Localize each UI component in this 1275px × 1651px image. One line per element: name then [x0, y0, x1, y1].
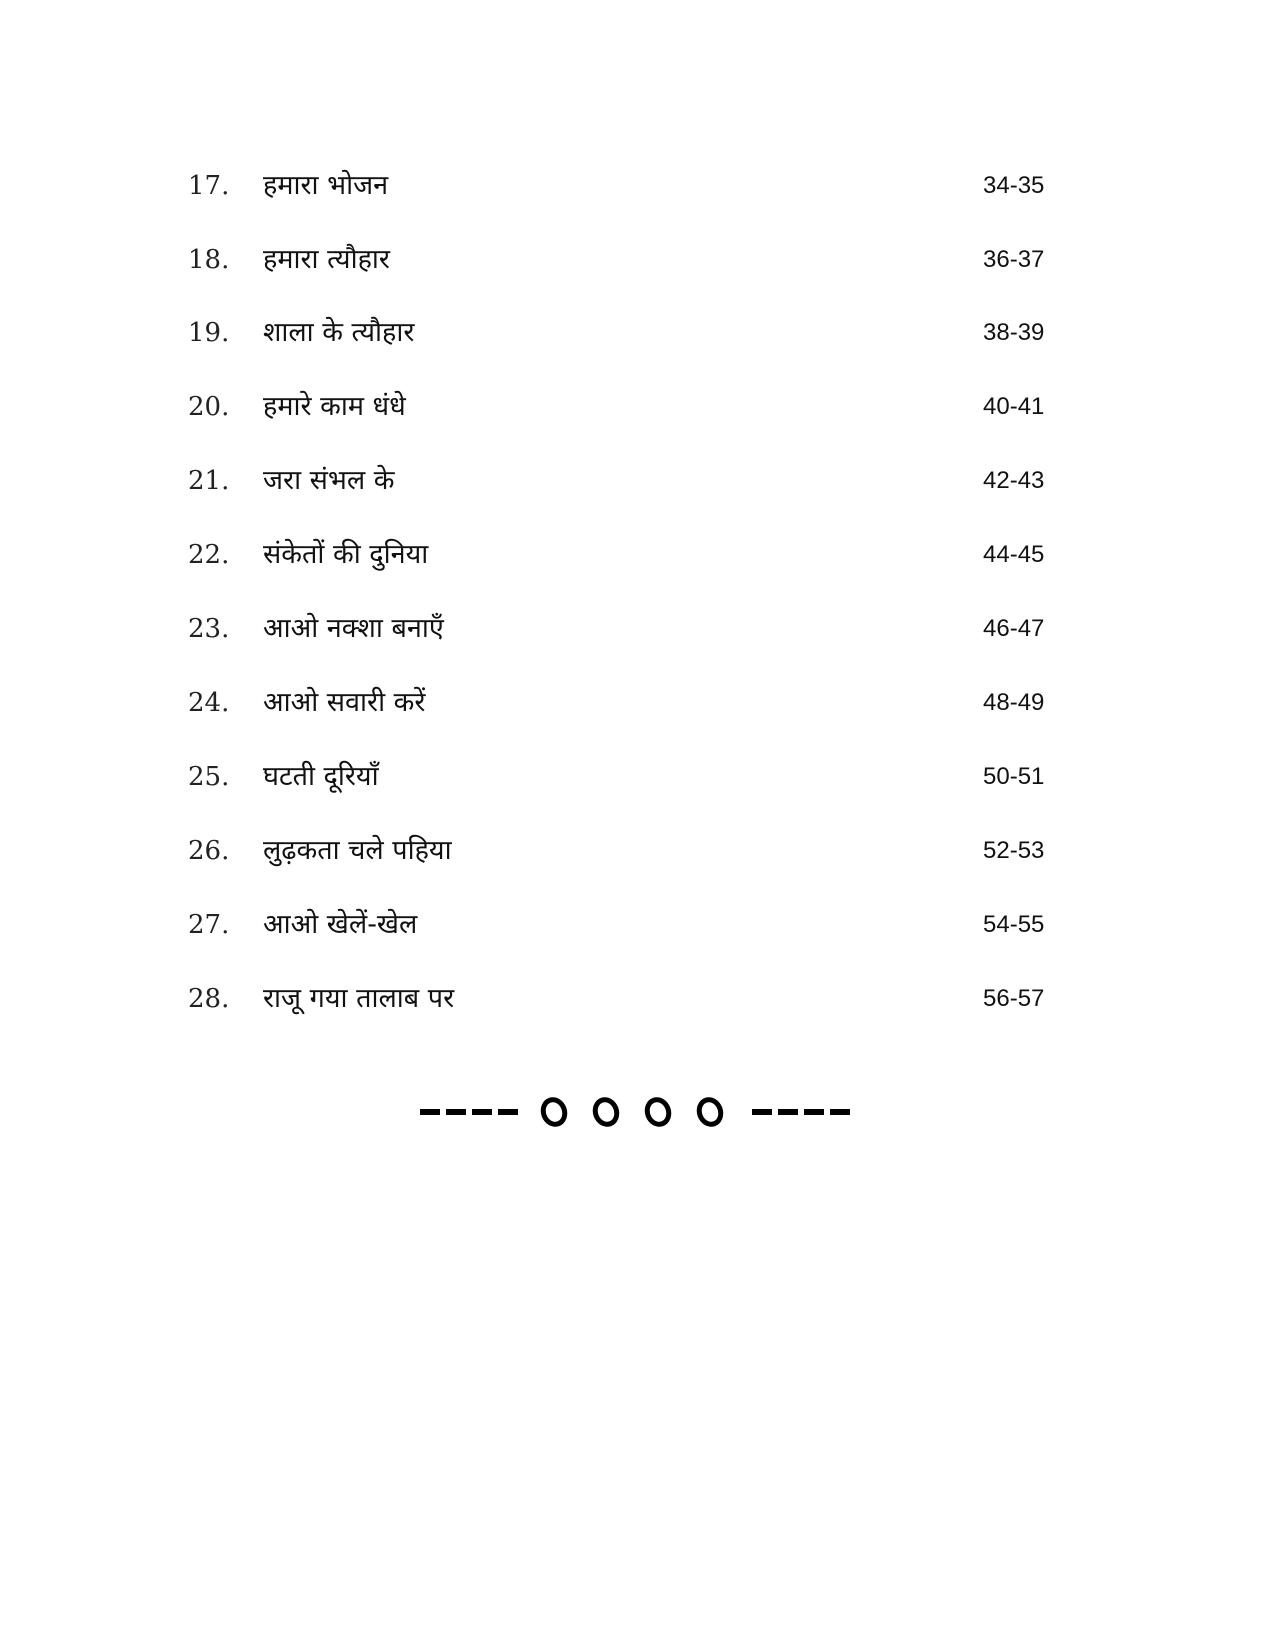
entry-title: जरा संभल के: [263, 465, 395, 496]
toc-entry: [0, 831, 1275, 881]
toc-entry: [0, 979, 1275, 1029]
entry-title: हमारे काम धंधे: [263, 391, 406, 422]
dash: [420, 1109, 440, 1115]
entry-pages: 38-39: [983, 319, 1045, 346]
entry-pages: 46-47: [983, 615, 1045, 642]
section-end-separator: [420, 1087, 850, 1137]
entry-title: राजू गया तालाब पर: [263, 983, 455, 1014]
entry-pages: 42-43: [983, 467, 1045, 494]
toc-entry: [0, 313, 1275, 363]
entry-number: 26.: [188, 836, 230, 866]
entry-title: आओ खेलें-खेल: [263, 909, 418, 940]
toc-entry: [0, 387, 1275, 437]
entry-title: आओ सवारी करें: [263, 687, 426, 718]
entry-number: 20.: [188, 392, 230, 422]
dash: [778, 1109, 798, 1115]
entry-number: 27.: [188, 910, 230, 940]
toc-entry: [0, 905, 1275, 955]
dash: [804, 1109, 824, 1115]
entry-number: 23.: [188, 614, 230, 644]
separator-dashes-right: [752, 1109, 850, 1115]
entry-number: 28.: [188, 984, 230, 1014]
entry-title: हमारा त्यौहार: [263, 244, 390, 275]
toc-entry: [0, 166, 1275, 216]
dash: [830, 1109, 850, 1115]
toc-entry: [0, 461, 1275, 511]
entry-title: हमारा भोजन: [263, 170, 389, 201]
separator-dashes-left: [420, 1109, 518, 1115]
entry-pages: 36-37: [983, 246, 1045, 273]
entry-title: लुढ़कता चले पहिया: [263, 835, 452, 866]
entry-pages: 56-57: [983, 985, 1045, 1012]
entry-number: 25.: [188, 762, 230, 792]
entry-pages: 54-55: [983, 911, 1045, 938]
entry-pages: 48-49: [983, 689, 1045, 716]
entry-title: संकेतों की दुनिया: [263, 539, 429, 570]
toc-entry: [0, 683, 1275, 733]
toc-entry: [0, 535, 1275, 585]
entry-pages: 44-45: [983, 541, 1045, 568]
dash: [446, 1109, 466, 1115]
ring-ornament: [641, 1093, 676, 1130]
entry-title: घटती दूरियाँ: [263, 761, 379, 792]
entry-pages: 50-51: [983, 763, 1045, 790]
entry-pages: 34-35: [983, 172, 1045, 199]
dash: [752, 1109, 772, 1115]
entry-number: 17.: [188, 171, 230, 201]
entry-pages: 40-41: [983, 393, 1045, 420]
ring-ornament: [693, 1093, 728, 1130]
toc-entry: [0, 609, 1275, 659]
toc-entry: [0, 757, 1275, 807]
dash: [498, 1109, 518, 1115]
entry-number: 19.: [188, 318, 230, 348]
entry-number: 21.: [188, 466, 230, 496]
entry-number: 18.: [188, 245, 230, 275]
dash: [472, 1109, 492, 1115]
toc-entry: [0, 240, 1275, 290]
entry-title: शाला के त्यौहार: [263, 317, 415, 348]
entry-number: 24.: [188, 688, 230, 718]
ring-ornament: [537, 1093, 572, 1130]
ring-ornament: [589, 1093, 624, 1130]
entry-title: आओ नक्शा बनाएँ: [263, 613, 444, 644]
entry-pages: 52-53: [983, 837, 1045, 864]
entry-number: 22.: [188, 540, 230, 570]
